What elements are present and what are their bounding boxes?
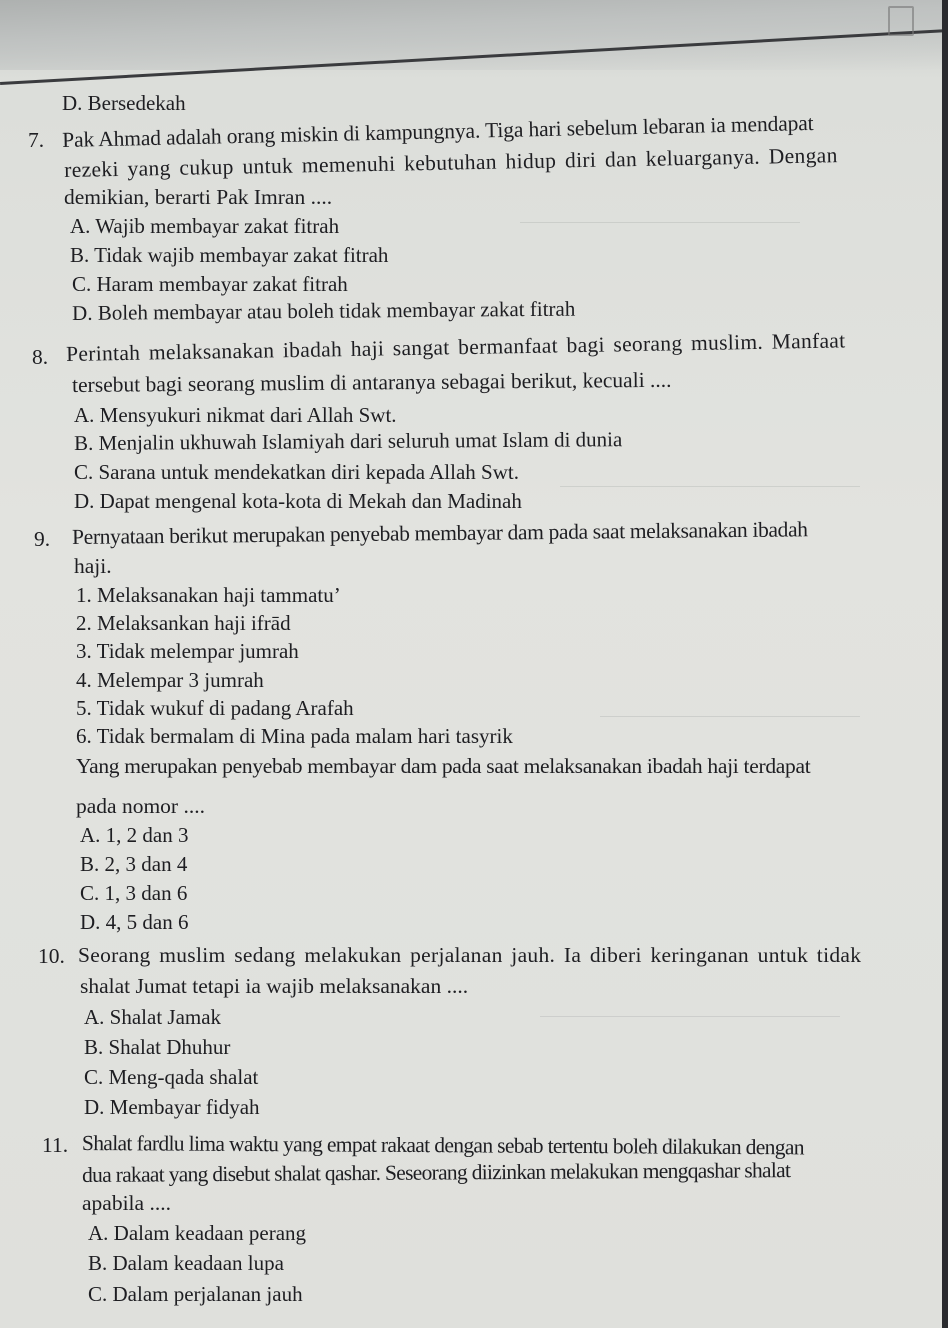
page-top-shadow <box>0 0 948 70</box>
question-8-line-1: Perintah melaksanakan ibadah haji sangat bermanfaat bagi seorang muslim. Manfaat <box>65 328 846 366</box>
bleed-through-mark <box>560 470 860 487</box>
question-9-statement-4: 4. Melempar 3 jumrah <box>76 668 264 692</box>
bleed-through-mark <box>520 206 800 223</box>
binder-clip-icon <box>888 6 914 36</box>
question-7-number: 7. <box>28 128 45 152</box>
question-10-line-2: shalat Jumat tetapi ia wajib melaksanakan .... <box>80 974 469 998</box>
question-8-line-2: tersebut bagi seorang muslim di antaranya sebagai berikut, kecuali .... <box>71 367 672 397</box>
page-right-edge <box>942 0 948 1328</box>
question-7-line-2: rezeki yang cukup untuk memenuhi kebutuhan hidup diri dan keluarganya. Dengan <box>63 143 838 182</box>
question-9-option-b: B. 2, 3 dan 4 <box>80 852 188 876</box>
question-7-line-1: Pak Ahmad adalah orang miskin di kampungnya. Tiga hari sebelum lebaran ia mendapat <box>61 110 814 152</box>
question-10-option-a: A. Shalat Jamak <box>84 1005 222 1029</box>
question-8-option-c: C. Sarana untuk mendekatkan diri kepada Allah Swt. <box>74 460 519 484</box>
question-8-option-d: D. Dapat mengenal kota-kota di Mekah dan Madinah <box>74 489 522 513</box>
question-11-line-1: Shalat fardlu lima waktu yang empat rakaat dengan sebab tertentu boleh dilakukan dengan <box>81 1131 804 1160</box>
question-7-option-a: A. Wajib membayar zakat fitrah <box>70 214 340 238</box>
question-9-statement-2: 2. Melaksankan haji ifrād <box>76 611 291 635</box>
question-8-option-b: B. Menjalin ukhuwah Islamiyah dari seluruh umat Islam di dunia <box>73 427 623 455</box>
question-9-number: 9. <box>34 527 51 551</box>
question-10-number: 10. <box>38 944 65 968</box>
question-7-option-c: C. Haram membayar zakat fitrah <box>72 272 348 296</box>
question-9-statement-6: 6. Tidak bermalam di Mina pada malam hari tasyrik <box>76 724 513 748</box>
question-11-option-c: C. Dalam perjalanan jauh <box>88 1282 303 1306</box>
bleed-through-mark <box>600 700 860 717</box>
option-d-previous: D. Bersedekah <box>62 91 186 115</box>
question-7-option-b: B. Tidak wajib membayar zakat fitrah <box>70 243 389 267</box>
question-11-line-3: apabila .... <box>82 1191 171 1215</box>
question-11-option-a: A. Dalam keadaan perang <box>88 1221 307 1245</box>
question-8-option-a: A. Mensyukuri nikmat dari Allah Swt. <box>74 403 397 427</box>
question-7-option-d: D. Boleh membayar atau boleh tidak membayar zakat fitrah <box>71 296 576 325</box>
question-9-line-1: Pernyataan berikut merupakan penyebab membayar dam pada saat melaksanakan ibadah <box>71 517 808 549</box>
question-9-option-c: C. 1, 3 dan 6 <box>80 881 188 905</box>
question-10-option-b: B. Shalat Dhuhur <box>84 1035 231 1059</box>
bleed-through-mark <box>540 1000 840 1017</box>
question-9-followup-1: Yang merupakan penyebab membayar dam pada saat melaksanakan ibadah haji terdapat <box>76 754 811 778</box>
question-10-line-1: Seorang muslim sedang melakukan perjalanan jauh. Ia diberi keringanan untuk tidak <box>78 943 862 967</box>
question-7-line-3: demikian, berarti Pak Imran .... <box>64 185 333 209</box>
question-11-line-2: dua rakaat yang disebut shalat qashar. Seseorang diizinkan melakukan mengqashar shalat <box>81 1158 791 1187</box>
question-11-number: 11. <box>42 1133 69 1157</box>
question-8-number: 8. <box>32 345 49 369</box>
question-9-statement-3: 3. Tidak melempar jumrah <box>76 639 299 663</box>
question-9-statement-1: 1. Melaksanakan haji tammatu’ <box>76 583 341 607</box>
question-9-option-d: D. 4, 5 dan 6 <box>80 910 189 934</box>
question-9-statement-5: 5. Tidak wukuf di padang Arafah <box>76 696 354 720</box>
question-9-followup-2: pada nomor .... <box>76 794 205 818</box>
question-10-option-d: D. Membayar fidyah <box>84 1095 260 1119</box>
question-9-option-a: A. 1, 2 dan 3 <box>80 823 189 847</box>
question-10-option-c: C. Meng-qada shalat <box>84 1065 259 1089</box>
question-11-option-b: B. Dalam keadaan lupa <box>88 1251 284 1275</box>
question-9-line-2: haji. <box>74 554 112 578</box>
